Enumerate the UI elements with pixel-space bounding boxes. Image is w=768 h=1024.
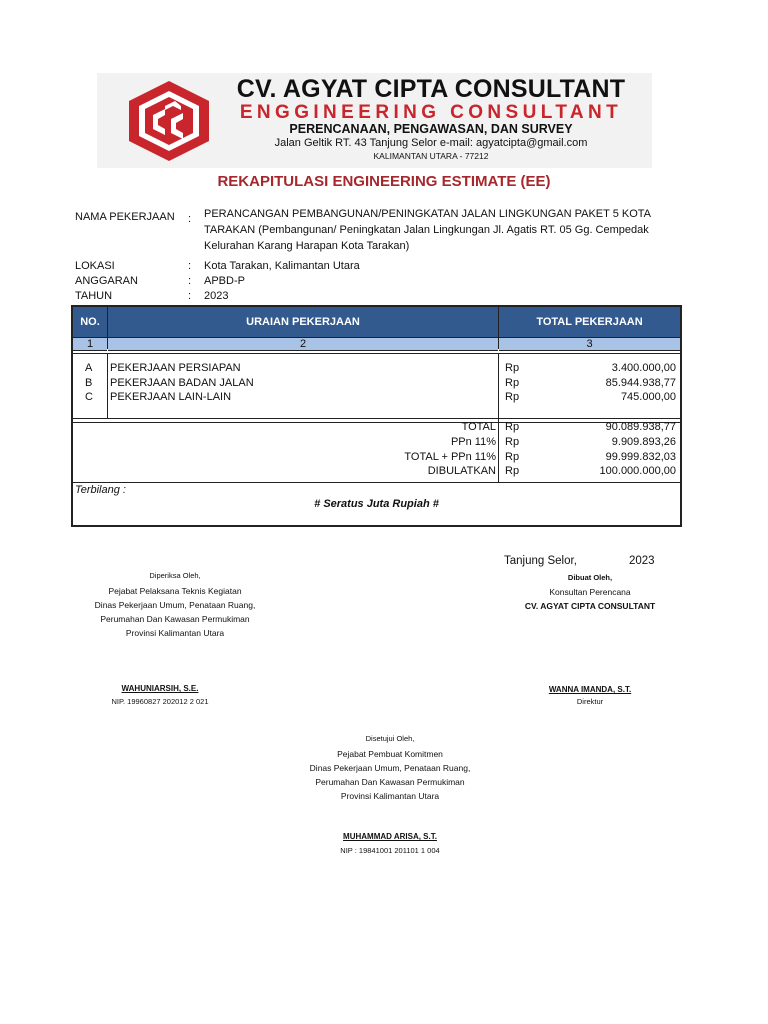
summary-label: TOTAL + PPn 11%: [404, 451, 496, 463]
sig-name-made: WANNA IMANDA, S.T.: [548, 685, 632, 694]
sig-line: Dinas Pekerjaan Umum, Penataan Ruang,: [309, 763, 471, 773]
row-desc: PEKERJAAN LAIN-LAIN: [110, 391, 232, 403]
row-currency: Rp: [505, 391, 520, 403]
header-no: NO.: [73, 307, 107, 337]
sig-heading: Disetujui Oleh,: [365, 734, 415, 743]
sig-heading: Diperiksa Oleh,: [149, 571, 201, 580]
summary-amount: 99.999.832,03: [605, 451, 676, 463]
value-anggaran: APBD-P: [204, 275, 245, 287]
colnum-3: 3: [499, 337, 680, 351]
row-currency: Rp: [505, 377, 520, 389]
summary-label: DIBULATKAN: [427, 465, 496, 477]
signature-approved: [285, 732, 495, 803]
sig-line: CV. AGYAT CIPTA CONSULTANT: [524, 601, 656, 611]
summary-currency: Rp: [505, 436, 520, 448]
summary-currency: Rp: [505, 451, 520, 463]
row-amount: 85.944.938,77: [605, 377, 676, 389]
divider: [107, 353, 108, 418]
place: Tanjung Selor,: [504, 555, 577, 567]
sig-id-approved: NIP : 19841001 201101 1 004: [340, 846, 440, 855]
row-desc: PEKERJAAN PERSIAPAN: [110, 362, 241, 374]
divider: [73, 353, 680, 354]
summary-currency: Rp: [505, 421, 520, 433]
sig-name-checked: WAHUNIARSIH, S.E.: [121, 684, 199, 693]
row-desc: PEKERJAAN BADAN JALAN: [110, 377, 254, 389]
sig-heading: Dibuat Oleh,: [567, 573, 613, 582]
row-no: B: [85, 377, 93, 389]
sig-line: Perumahan Dan Kawasan Permukiman: [100, 614, 250, 624]
letterhead: [97, 73, 652, 168]
company-tagline: ENGGINEERING CONSULTANT: [239, 102, 623, 123]
sig-line: Pejabat Pelaksana Teknis Kegiatan: [108, 586, 242, 596]
sig-line: Pejabat Pembuat Komitmen: [337, 749, 443, 759]
sig-line: Provinsi Kalimantan Utara: [125, 628, 225, 638]
summary-amount: 100.000.000,00: [599, 465, 676, 477]
summary-label: TOTAL: [461, 421, 496, 433]
sig-line: Dinas Pekerjaan Umum, Penataan Ruang,: [94, 600, 256, 610]
label-nama-pekerjaan: NAMA PEKERJAAN: [75, 211, 175, 223]
terbilang-value: # Seratus Juta Rupiah #: [314, 498, 439, 510]
summary-label: PPn 11%: [450, 436, 496, 448]
label-anggaran: ANGGARAN: [75, 275, 138, 287]
colon: :: [188, 260, 192, 272]
divider: [73, 482, 680, 483]
divider: [498, 307, 499, 349]
colon: :: [188, 275, 192, 287]
signature-checked: [70, 569, 280, 640]
sig-id-checked: NIP. 19960827 202012 2 021: [111, 697, 209, 706]
row-amount: 745.000,00: [620, 391, 676, 403]
signature-made: [480, 571, 700, 613]
value-nama-pekerjaan: PERANCANGAN PEMBANGUNAN/PENINGKATAN JALAN LINGKUNGAN PAKET 5 KOTA TARAKAN (Pembangunan/ Peningkatan Jalan Lingkungan Jl. Agatis RT. 05 Gg. Cempedak Kelurahan Karang Harapan Kota Tarakan): [204, 208, 651, 252]
sig-line: Provinsi Kalimantan Utara: [340, 791, 440, 801]
summary-amount: 90.089.938,77: [605, 421, 676, 433]
summary-amount: 9.909.893,26: [611, 436, 676, 448]
terbilang-label: Terbilang :: [75, 484, 126, 496]
colnum-1: 1: [73, 337, 107, 351]
sig-line: Konsultan Perencana: [549, 587, 631, 597]
row-no: A: [85, 362, 93, 374]
document-title: REKAPITULASI ENGINEERING ESTIMATE (EE): [217, 173, 551, 190]
sig-line: Perumahan Dan Kawasan Permukiman: [315, 777, 465, 787]
label-tahun: TAHUN: [75, 290, 113, 302]
colon: :: [188, 213, 192, 225]
company-logo-icon: [125, 79, 213, 163]
row-no: C: [85, 391, 93, 403]
sig-id-made: Direktur: [576, 697, 604, 706]
year: 2023: [629, 555, 655, 567]
estimate-table: [71, 305, 682, 527]
divider: [73, 418, 680, 419]
header-total: TOTAL PEKERJAAN: [499, 307, 680, 337]
header-uraian: URAIAN PEKERJAAN: [108, 307, 498, 337]
value-tahun: 2023: [204, 290, 229, 302]
company-region: KALIMANTAN UTARA - 77212: [373, 151, 489, 161]
value-lokasi: Kota Tarakan, Kalimantan Utara: [204, 260, 360, 272]
divider: [107, 307, 108, 349]
colnum-2: 2: [108, 337, 498, 351]
label-lokasi: LOKASI: [75, 260, 115, 272]
company-name: CV. AGYAT CIPTA CONSULTANT: [236, 75, 626, 103]
sig-name-approved: MUHAMMAD ARISA, S.T.: [343, 832, 437, 841]
company-services: PERENCANAAN, PENGAWASAN, DAN SURVEY: [289, 122, 573, 136]
summary-currency: Rp: [505, 465, 520, 477]
company-address: Jalan Geltik RT. 43 Tanjung Selor e-mail: agyatcipta@gmail.com: [274, 137, 588, 149]
row-amount: 3.400.000,00: [611, 362, 676, 374]
row-currency: Rp: [505, 362, 520, 374]
colon: :: [188, 290, 192, 302]
